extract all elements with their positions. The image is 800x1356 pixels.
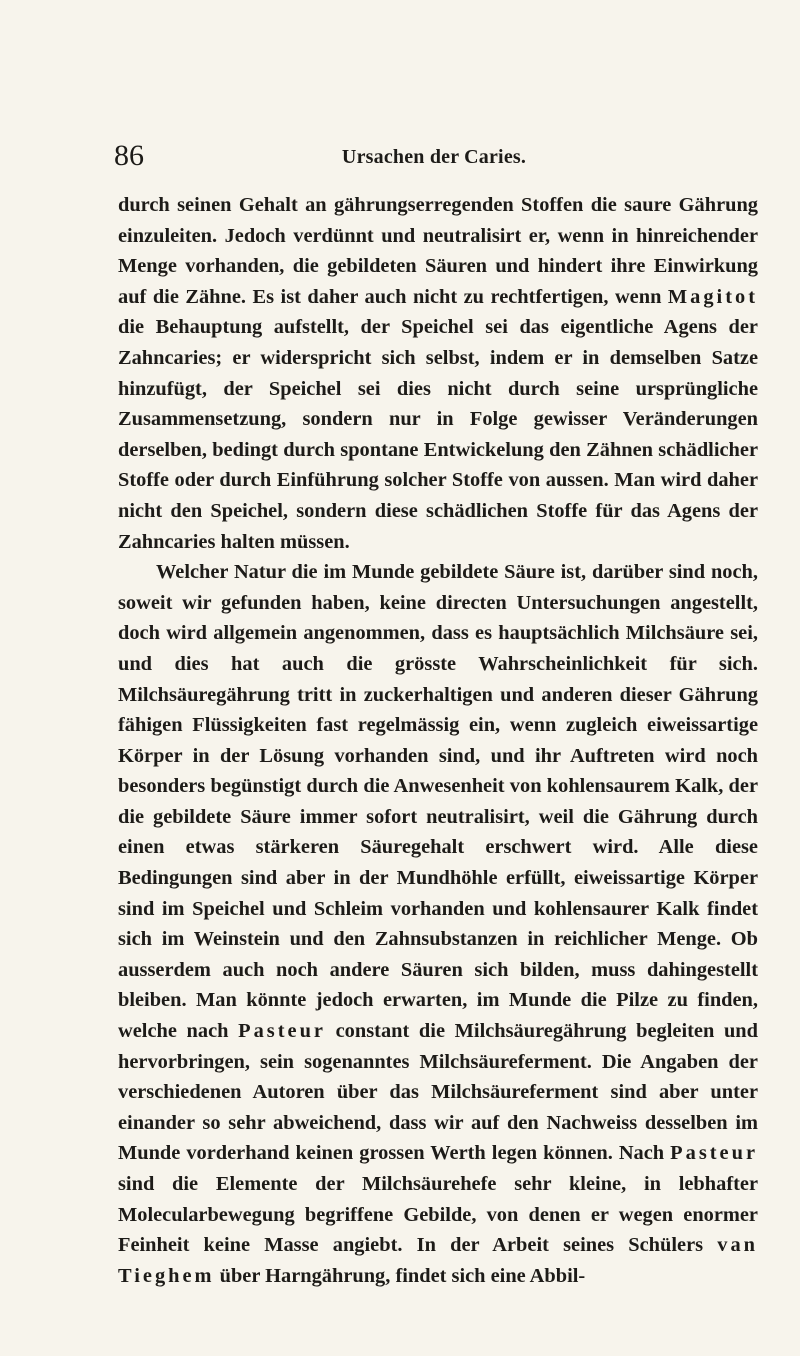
- text-segment: über Harngährung, findet sich eine Abbil-: [214, 1264, 586, 1287]
- running-title: Ursachen der Caries.: [341, 146, 527, 168]
- author-name-magitot: Magitot: [667, 285, 758, 308]
- page-header: [114, 138, 754, 178]
- text-segment: die Behauptung aufstellt, der Speichel sei das eigentliche Agens der Zahncaries; er widerspricht sich selbst, indem er in demselben Satze hinzufügt, der Speichel sei dies nicht durch seine ursprüngliche Zusammensetzung, sondern nur in Folge gewisser Veränderungen derselben, bedingt durch spontane Entwickelung den Zähnen schädlicher Stoffe oder durch Einführung solcher Stoffe von aussen. Man wird daher nicht den Speichel, sondern diese schädlichen Stoffe für das Agens der Zahncaries halten müssen.: [118, 316, 758, 553]
- text-segment: sind die Elemente der Milchsäurehefe sehr kleine, in lebhafter Molecularbewegung begriffene Gebilde, von denen er wegen enormer Feinheit keine Masse angiebt. In der Arbeit seines Schülers: [118, 1173, 758, 1257]
- page-number: 86: [114, 139, 144, 172]
- author-name-pasteur: Pasteur: [238, 1020, 326, 1043]
- paragraph: [118, 190, 758, 557]
- text-segment: durch seinen Gehalt an gährungserregenden Stoffen die saure Gährung einzuleiten. Jedoch verdünnt und neutralisirt er, wenn in hinreichender Menge vorhanden, die gebildeten Säuren und hindert ihre Einwirkung auf die Zähne. Es ist daher auch nicht zu rechtfertigen, wenn: [118, 194, 758, 308]
- author-name-pasteur: Pasteur: [670, 1142, 758, 1165]
- body-text: [118, 190, 758, 1291]
- text-segment: constant die Milchsäuregährung begleiten und hervorbringen, sein sogenanntes Milchsäureferment. Die Angaben der verschiedenen Autoren über das Milchsäureferment sind aber unter einander so sehr abweichend, dass wir auf den Nachweiss desselben im Munde vorderhand keinen grossen Werth legen können. Nach: [118, 1020, 758, 1165]
- author-name-tieghem: van Tieghem: [118, 1234, 758, 1287]
- paragraph: [118, 557, 758, 1291]
- text-segment: Welcher Natur die im Munde gebildete Säure ist, darüber sind noch, soweit wir gefunden haben, keine directen Untersuchungen angestellt, doch wird allgemein angenommen, dass es hauptsächlich Milchsäure sei, und dies hat auch die grösste Wahrscheinlichkeit für sich. Milchsäuregährung tritt in zuckerhaltigen und anderen dieser Gährung fähigen Flüssigkeiten fast regelmässig ein, wenn zugleich eiweissartige Körper in der Lösung vorhanden sind, und ihr Auftreten wird noch besonders begünstigt durch die Anwesenheit von kohlensaurem Kalk, der die gebildete Säure immer sofort neutralisirt, weil die Gährung durch einen etwas stärkeren Säuregehalt erschwert wird. Alle diese Bedingungen sind aber in der Mundhöhle erfüllt, eiweissartige Körper sind im Speichel und Schleim vorhanden und kohlensaurer Kalk findet sich im Weinstein und den Zahnsubstanzen in reichlicher Menge. Ob ausserdem auch noch andere Säuren sich bilden, muss dahingestellt bleiben. Man könnte jedoch erwarten, im Munde die Pilze zu finden, welche nach: [118, 561, 758, 1043]
